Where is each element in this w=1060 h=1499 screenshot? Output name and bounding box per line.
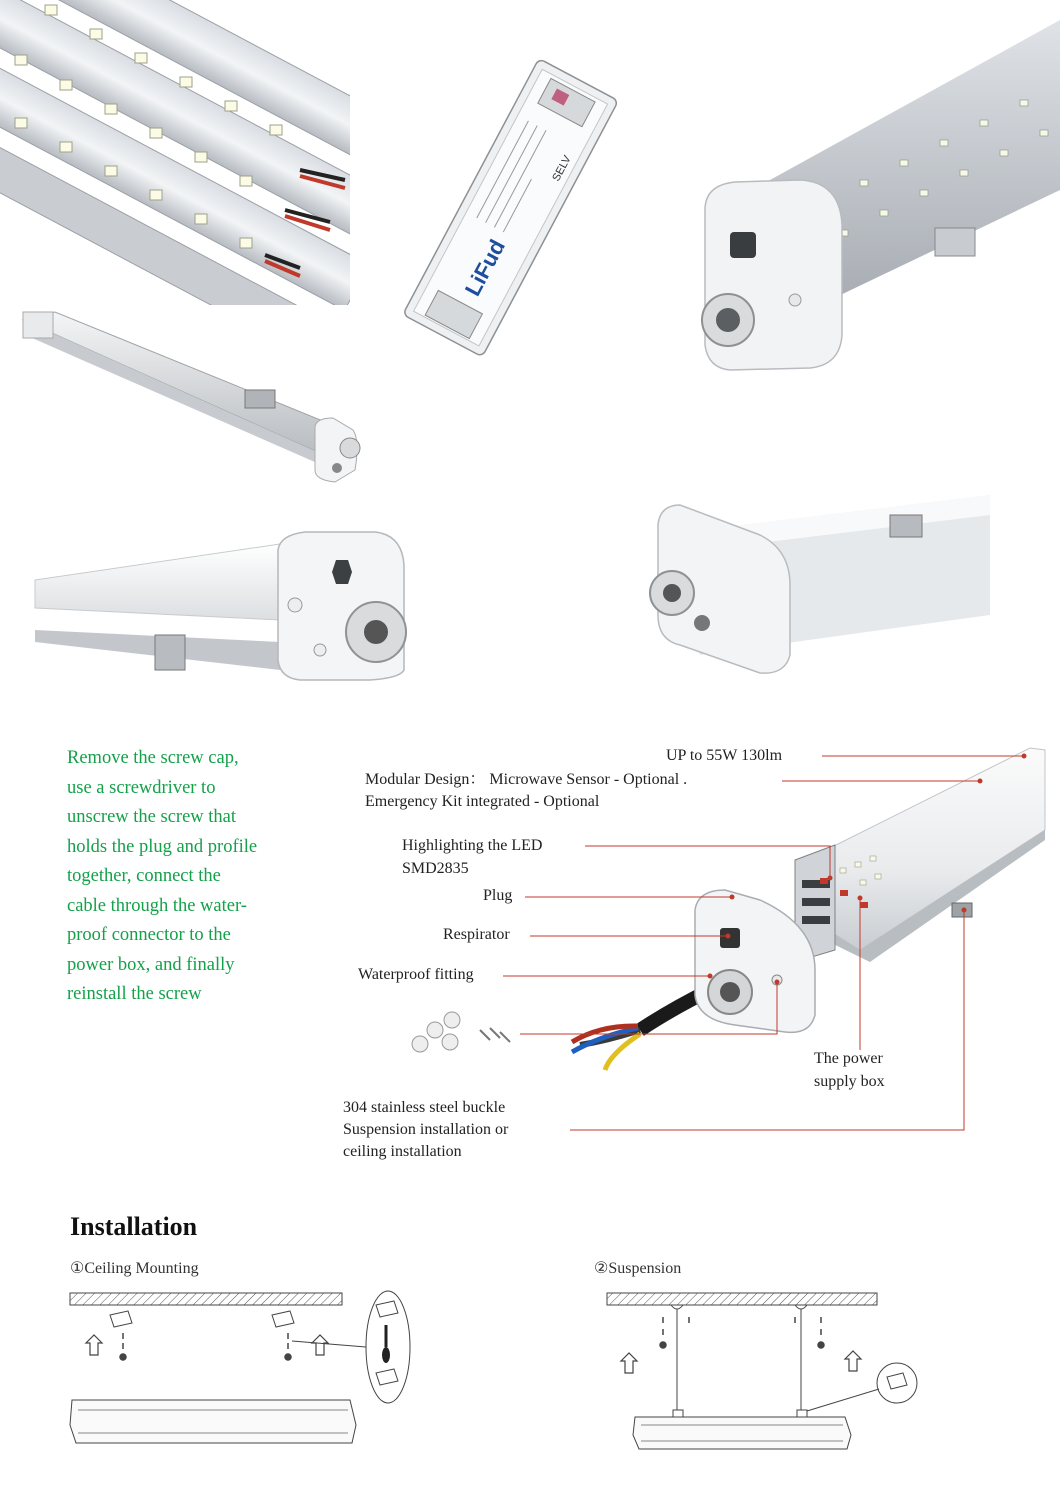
instruction-line: holds the plug and profile <box>67 836 258 857</box>
end-cap-side-photo <box>30 530 430 690</box>
instruction-line: together, connect the <box>67 866 221 886</box>
callout-waterproof-fitting: Waterproof fitting <box>358 966 474 983</box>
callout-psu-line1: The power <box>814 1050 883 1067</box>
callout-led-line1: Highlighting the LED <box>402 837 543 854</box>
instruction-line: power box, and finally <box>67 954 235 975</box>
ceiling-mounting-diagram <box>60 1285 430 1455</box>
instruction-line: Remove the screw cap, <box>67 748 239 768</box>
callout-buckle-line2: Suspension installation or <box>343 1121 509 1138</box>
end-cap-closeup-photo <box>690 0 1060 380</box>
instruction-line: use a screwdriver to <box>67 777 216 798</box>
led-driver-photo <box>350 40 680 380</box>
callout-buckle-line3: ceiling installation <box>343 1143 462 1160</box>
installation-instruction-text <box>67 744 307 1010</box>
led-strips-photo <box>0 0 350 305</box>
ceiling-mounting-label: ①Ceiling Mounting <box>70 1260 199 1277</box>
callout-led-line2: SMD2835 <box>402 860 469 877</box>
instruction-line: proof connector to the <box>67 925 231 945</box>
suspension-label: ②Suspension <box>594 1260 682 1277</box>
driver-brand: LiFud <box>459 235 510 300</box>
end-cap-angle-photo <box>640 495 1000 685</box>
instruction-line: cable through the water- <box>67 895 247 916</box>
luminaire-full-photo <box>15 300 370 500</box>
callout-emergency: Emergency Kit integrated - Optional <box>365 793 600 810</box>
installation-title: Installation <box>70 1212 198 1241</box>
instruction-line: reinstall the screw <box>67 984 202 1004</box>
callout-respirator: Respirator <box>443 926 510 943</box>
callout-psu-line2: supply box <box>814 1073 885 1090</box>
suspension-diagram <box>595 1285 925 1455</box>
callout-buckle-line1: 304 stainless steel buckle <box>343 1099 506 1116</box>
callout-modular: Modular Design： Microwave Sensor - Optional . <box>365 771 688 788</box>
callout-plug: Plug <box>483 887 513 904</box>
callout-power: UP to 55W 130lm <box>666 747 783 764</box>
instruction-line: unscrew the screw that <box>67 807 237 827</box>
driver-cert: SELV <box>550 153 574 184</box>
